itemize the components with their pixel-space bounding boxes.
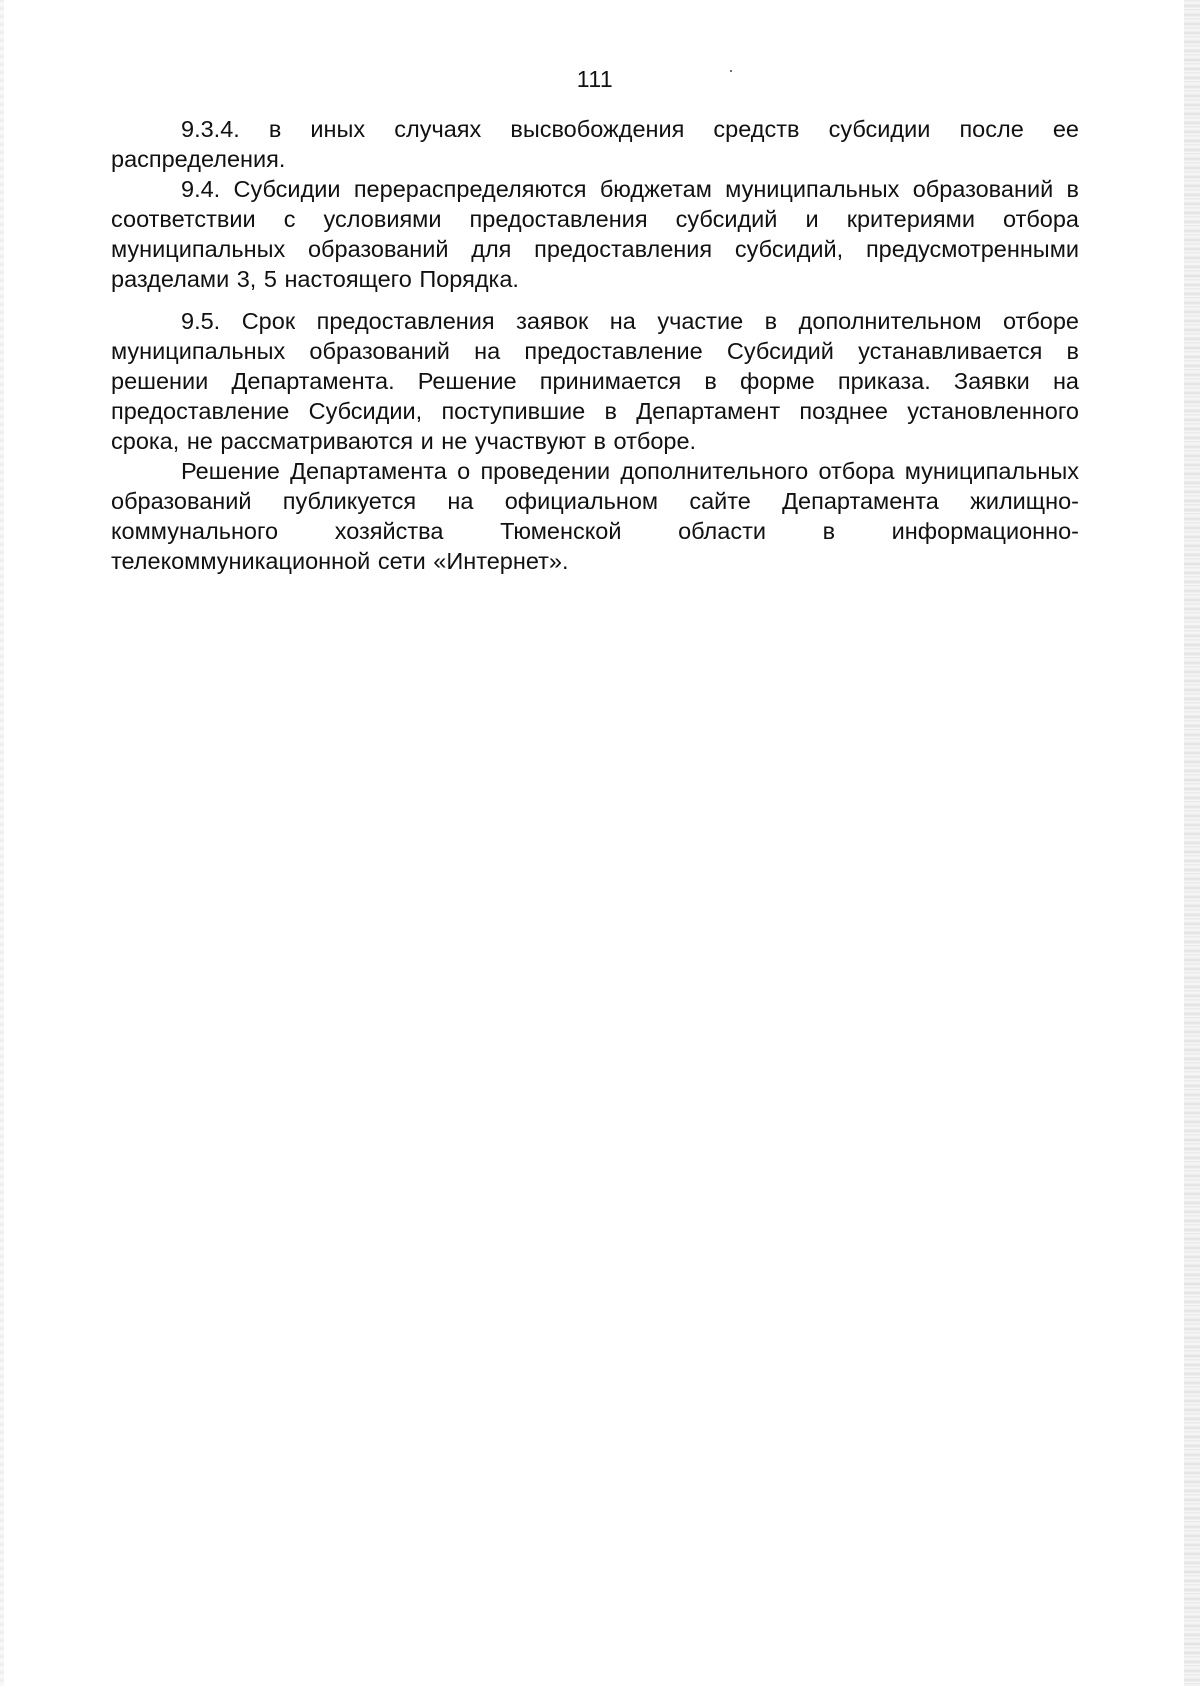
paragraph-9-3-4: 9.3.4. в иных случаях высвобождения средств субсидии после ее распределения. [111, 116, 1079, 172]
scan-speck [730, 70, 732, 72]
paragraph-decision: Решение Департамента о проведении дополнительного отбора муниципальных образований публикуется на официальном сайте Департамента жилищно-коммунального хозяйства Тюменской области в информационно-телекоммуникационной сети «Интернет». [111, 458, 1079, 574]
paragraph-9-5: 9.5. Срок предоставления заявок на участие в дополнительном отборе муниципальных образований на предоставление Субсидий устанавливается в решении Департамента. Решение принимается в форме приказа. Заявки на предоставление Субсидии, поступившие в Департамент позднее установленного срока, не рассматриваются и не участвуют в отборе. [111, 308, 1079, 454]
scan-edge-right [1184, 0, 1200, 1686]
scan-edge-left [0, 0, 4, 1686]
document-body [111, 114, 1079, 576]
page-number: 111 [576, 66, 614, 92]
paragraph-9-4: 9.4. Субсидии перераспределяются бюджетам муниципальных образований в соответствии с условиями предоставления субсидий и критериями отбора муниципальных образований для предоставления субсидий, предусмотренными разделами 3, 5 настоящего Порядка. [111, 176, 1079, 292]
